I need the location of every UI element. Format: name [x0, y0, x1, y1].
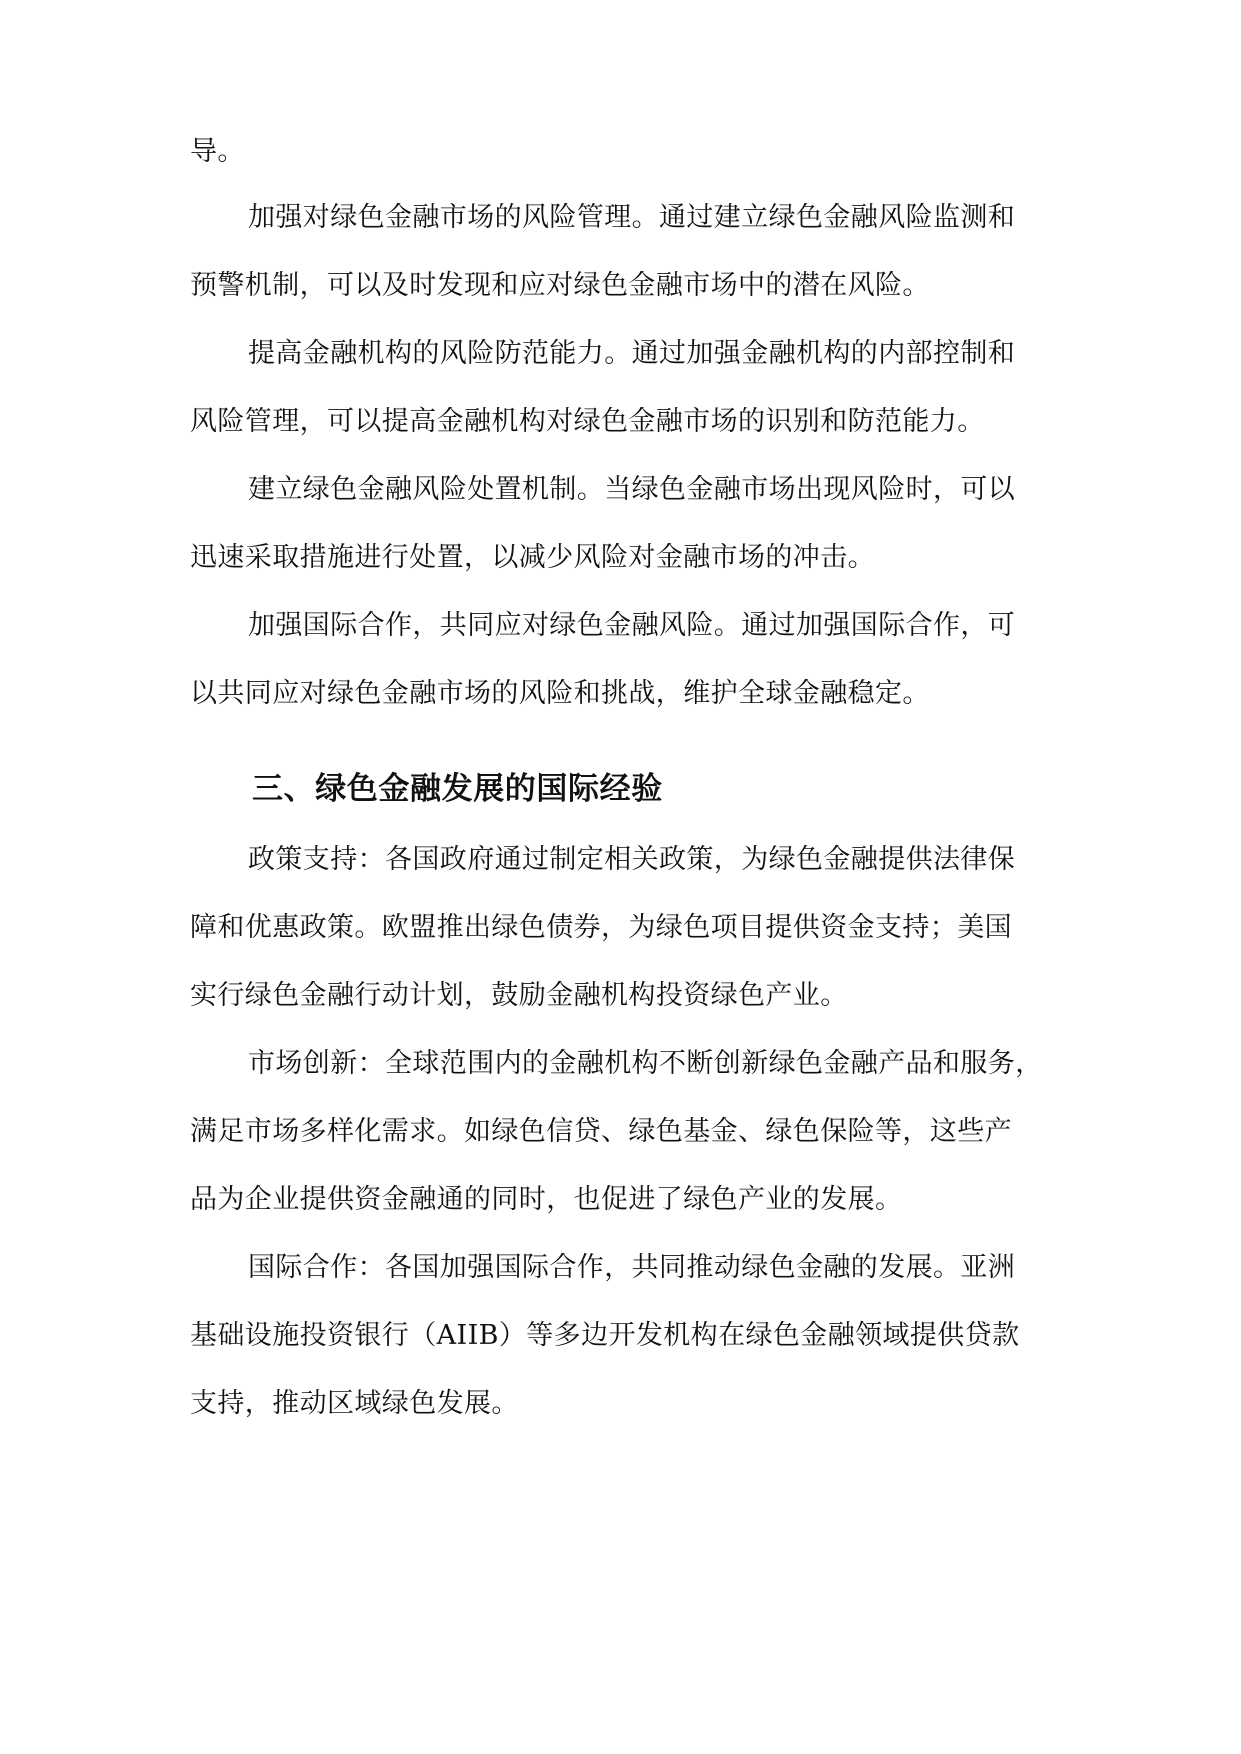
paragraph-risk-management-line-1: 加强对绿色金融市场的风险管理。通过建立绿色金融风险监测和: [248, 202, 1016, 233]
paragraph-intl-cooperation-line-3: 支持，推动区域绿色发展。: [190, 1388, 519, 1419]
paragraph-intl-cooperation-risk-line-2: 以共同应对绿色金融市场的风险和挑战，维护全球金融稳定。: [190, 678, 930, 709]
paragraph-continuation-line: 导。: [190, 136, 245, 167]
paragraph-risk-disposal-line-1: 建立绿色金融风险处置机制。当绿色金融市场出现风险时，可以: [248, 474, 1016, 505]
paragraph-intl-cooperation-risk-line-1: 加强国际合作，共同应对绿色金融风险。通过加强国际合作，可: [248, 610, 1016, 641]
paragraph-risk-management-line-2: 预警机制，可以及时发现和应对绿色金融市场中的潜在风险。: [190, 270, 930, 301]
paragraph-intl-cooperation-line-1: 国际合作：各国加强国际合作，共同推动绿色金融的发展。亚洲: [248, 1252, 1016, 1283]
section-heading: 三、绿色金融发展的国际经验: [252, 771, 663, 807]
paragraph-market-innovation-line-3: 品为企业提供资金融通的同时，也促进了绿色产业的发展。: [190, 1184, 903, 1215]
paragraph-policy-support-line-3: 实行绿色金融行动计划，鼓励金融机构投资绿色产业。: [190, 980, 848, 1011]
paragraph-market-innovation-line-1: 市场创新：全球范围内的金融机构不断创新绿色金融产品和服务，: [248, 1048, 1043, 1079]
paragraph-risk-prevention-line-1: 提高金融机构的风险防范能力。通过加强金融机构的内部控制和: [248, 338, 1016, 369]
paragraph-risk-disposal-line-2: 迅速采取措施进行处置，以减少风险对金融市场的冲击。: [190, 542, 875, 573]
paragraph-market-innovation-line-2: 满足市场多样化需求。如绿色信贷、绿色基金、绿色保险等，这些产: [190, 1116, 1012, 1147]
paragraph-policy-support-line-1: 政策支持：各国政府通过制定相关政策，为绿色金融提供法律保: [248, 844, 1016, 875]
paragraph-policy-support-line-2: 障和优惠政策。欧盟推出绿色债券，为绿色项目提供资金支持；美国: [190, 912, 1012, 943]
paragraph-risk-prevention-line-2: 风险管理，可以提高金融机构对绿色金融市场的识别和防范能力。: [190, 406, 985, 437]
paragraph-intl-cooperation-line-2: 基础设施投资银行（AIIB）等多边开发机构在绿色金融领域提供贷款: [190, 1320, 1020, 1351]
